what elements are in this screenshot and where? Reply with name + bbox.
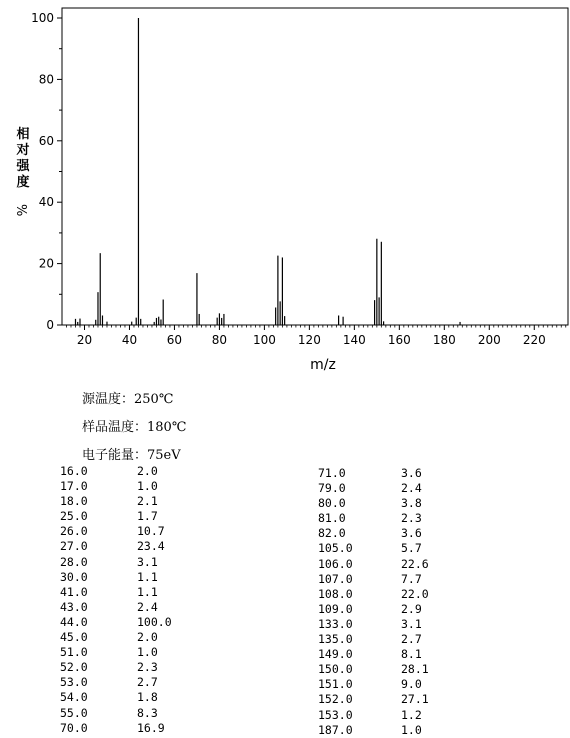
intensity-value: 1.8: [137, 690, 158, 705]
table-row: [318, 481, 448, 496]
table-row: [60, 479, 190, 494]
sample-temperature: 样品温度：180℃: [82, 420, 187, 435]
mz-value: 82.0: [318, 526, 346, 541]
x-tick-label: 100: [252, 333, 276, 347]
y-axis-label: 相对强度%: [12, 127, 30, 217]
mz-value: 18.0: [60, 494, 88, 509]
intensity-value: 10.7: [137, 524, 165, 539]
table-row: [60, 539, 190, 554]
mz-value: 135.0: [318, 632, 353, 647]
mz-value: 25.0: [60, 509, 88, 524]
intensity-value: 2.4: [401, 481, 422, 496]
intensity-value: 7.7: [401, 571, 422, 586]
mz-value: 133.0: [318, 616, 353, 631]
mz-value: 187.0: [318, 722, 353, 737]
mz-value: 44.0: [60, 614, 88, 629]
intensity-value: 22.6: [401, 556, 429, 571]
mz-value: 26.0: [60, 524, 88, 539]
table-row: [60, 509, 190, 524]
table-row: [318, 526, 448, 541]
mz-value: 151.0: [318, 677, 353, 692]
intensity-value: 16.9: [137, 720, 165, 735]
electron-energy: 电子能量：75eV: [82, 448, 181, 463]
table-row: [318, 662, 448, 677]
table-row: [318, 602, 448, 617]
peak-table-left: [60, 464, 190, 736]
intensity-value: 5.7: [401, 541, 422, 556]
intensity-value: 9.0: [401, 677, 422, 692]
table-row: [318, 692, 448, 707]
x-tick-label: 220: [522, 333, 546, 347]
source-temperature: 源温度：250℃: [82, 392, 174, 407]
intensity-value: 1.2: [401, 707, 422, 722]
table-row: [318, 496, 448, 511]
peak-table-right: [318, 466, 448, 738]
intensity-value: 28.1: [401, 662, 429, 677]
intensity-value: 3.8: [401, 496, 422, 511]
table-row: [318, 647, 448, 662]
table-row: [60, 721, 190, 736]
table-row: [60, 660, 190, 675]
mz-value: 52.0: [60, 660, 88, 675]
table-row: [60, 464, 190, 479]
intensity-value: 2.0: [137, 630, 158, 645]
y-tick-label: 0: [46, 318, 54, 332]
table-row: [318, 511, 448, 526]
mz-value: 53.0: [60, 675, 88, 690]
table-row: [60, 690, 190, 705]
table-row: [318, 632, 448, 647]
table-row: [60, 585, 190, 600]
mz-value: 27.0: [60, 539, 88, 554]
mz-value: 107.0: [318, 571, 353, 586]
y-tick-label: 40: [38, 195, 54, 210]
mz-value: 45.0: [60, 630, 88, 645]
mz-value: 80.0: [318, 496, 346, 511]
x-tick-label: 180: [432, 333, 456, 347]
intensity-value: 100.0: [137, 614, 172, 629]
x-tick-label: 60: [166, 333, 183, 347]
intensity-value: 2.0: [137, 464, 158, 478]
intensity-value: 3.1: [137, 554, 158, 569]
table-row: [60, 706, 190, 721]
table-row: [60, 630, 190, 645]
table-row: [60, 494, 190, 509]
x-tick-label: 160: [387, 333, 411, 347]
table-row: [318, 708, 448, 723]
table-row: [318, 587, 448, 602]
y-tick-label: 60: [38, 133, 54, 148]
intensity-value: 2.7: [401, 632, 422, 647]
table-row: [318, 541, 448, 556]
intensity-value: 8.3: [137, 705, 158, 720]
table-row: [60, 645, 190, 660]
table-row: [60, 524, 190, 539]
intensity-value: 1.0: [137, 479, 158, 494]
mz-value: 30.0: [60, 569, 88, 584]
intensity-value: 2.4: [137, 599, 158, 614]
table-row: [60, 615, 190, 630]
intensity-value: 22.0: [401, 586, 429, 601]
intensity-value: 3.6: [401, 466, 422, 480]
intensity-value: 1.7: [137, 509, 158, 524]
y-tick-label: 80: [38, 72, 54, 87]
mz-value: 81.0: [318, 511, 346, 526]
mz-value: 105.0: [318, 541, 353, 556]
mz-value: 152.0: [318, 692, 353, 707]
mz-value: 43.0: [60, 599, 88, 614]
mz-value: 54.0: [60, 690, 88, 705]
mz-value: 153.0: [318, 707, 353, 722]
intensity-value: 1.1: [137, 584, 158, 599]
y-tick-label: 20: [38, 256, 54, 271]
mz-value: 79.0: [318, 481, 346, 496]
intensity-value: 2.9: [401, 601, 422, 616]
x-tick-label: 120: [297, 333, 321, 347]
x-tick-label: 80: [211, 333, 228, 347]
table-row: [60, 675, 190, 690]
mz-value: 149.0: [318, 647, 353, 662]
x-axis-label: m/z: [310, 357, 336, 373]
intensity-value: 27.1: [401, 692, 429, 707]
mz-value: 108.0: [318, 586, 353, 601]
mz-value: 150.0: [318, 662, 353, 677]
table-row: [318, 572, 448, 587]
table-row: [60, 600, 190, 615]
intensity-value: 2.3: [401, 511, 422, 526]
intensity-value: 1.0: [401, 722, 422, 737]
intensity-value: 1.0: [137, 645, 158, 660]
table-row: [318, 617, 448, 632]
intensity-value: 23.4: [137, 539, 165, 554]
intensity-value: 1.1: [137, 569, 158, 584]
intensity-value: 2.7: [137, 675, 158, 690]
mz-value: 28.0: [60, 554, 88, 569]
x-tick-label: 20: [76, 333, 93, 347]
x-tick-label: 40: [121, 333, 138, 347]
x-tick-label: 140: [342, 333, 366, 347]
table-row: [60, 570, 190, 585]
table-row: [318, 466, 448, 481]
x-tick-label: 200: [477, 333, 501, 347]
table-row: [60, 555, 190, 570]
mz-value: 17.0: [60, 479, 88, 494]
mz-value: 106.0: [318, 556, 353, 571]
mz-value: 71.0: [318, 466, 346, 480]
mz-value: 55.0: [60, 705, 88, 720]
mz-value: 70.0: [60, 720, 88, 735]
mz-value: 41.0: [60, 584, 88, 599]
mz-value: 109.0: [318, 601, 353, 616]
y-tick-label: 100: [31, 11, 54, 25]
intensity-value: 2.1: [137, 494, 158, 509]
intensity-value: 8.1: [401, 647, 422, 662]
mz-value: 51.0: [60, 645, 88, 660]
mz-value: 16.0: [60, 464, 88, 478]
table-row: [318, 677, 448, 692]
intensity-value: 3.6: [401, 526, 422, 541]
table-row: [318, 557, 448, 572]
table-row: [318, 723, 448, 738]
intensity-value: 3.1: [401, 616, 422, 631]
intensity-value: 2.3: [137, 660, 158, 675]
